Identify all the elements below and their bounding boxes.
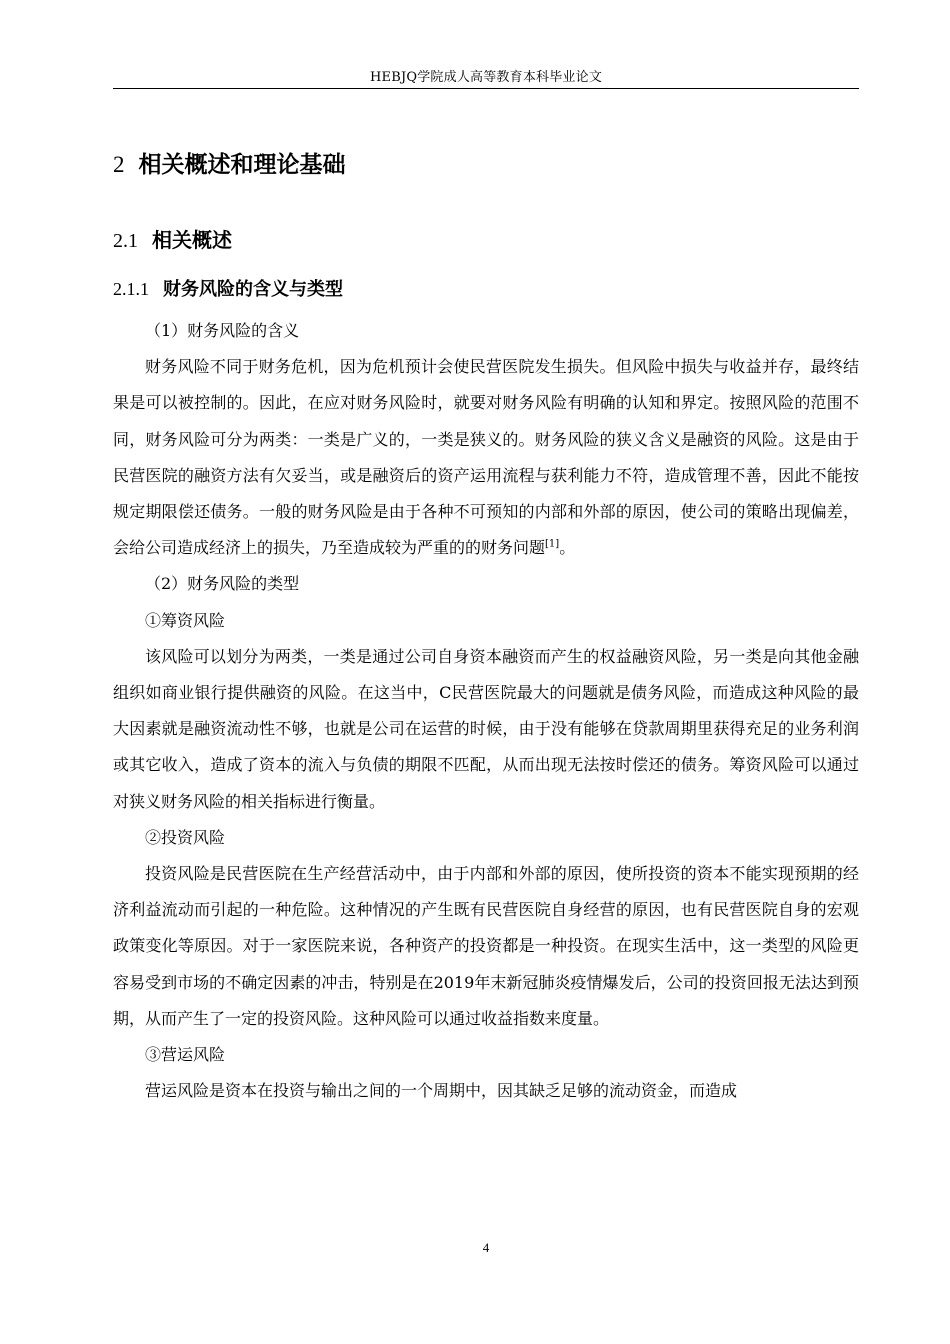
paragraph-meaning-text: 财务风险不同于财务危机，因为危机预计会使民营医院发生损失。但风险中损失与收益并存，最终结果是可以被控制的。因此，在应对财务风险时，就要对财务风险有明确的认知和界定。按照风险的范围不同，财务风险可分为两类：一类是广义的，一类是狭义的。财务风险的狭义含义是融资的风险。这是由于民营医院的融资方法有欠妥当，或是融资后的资产运用流程与获利能力不符，造成管理不善，因此不能按规定期限偿还债务。一般的财务风险是由于各种不可预知的内部和外部的原因，使公司的策略出现偏差，会给公司造成经济上的损失，乃至造成较为严重的的财务问题 xyxy=(113,357,859,558)
item-label-financing-risk: ①筹资风险 xyxy=(145,610,226,630)
paragraph-investment-risk: 投资风险是民营医院在生产经营活动中，由于内部和外部的原因，使所投资的资本不能实现预期的经济利益流动而引起的一种危险。这种情况的产生既有民营医院自身经营的原因，也有民营医院自身的宏观政策变化等原因。对于一家医院来说，各种资产的投资都是一种投资。在现实生活中，这一类型的风险更容易受到市场的不确定因素的冲击，特别是在2019年末新冠肺炎疫情爆发后，公司的投资回报无法达到预期，从而产生了一定的投资风险。这种风险可以通过收益指数来度量。 xyxy=(113,864,859,1028)
subsection-number: 2.1.1 xyxy=(113,279,149,299)
header-rule xyxy=(113,88,859,89)
running-header: HEBJQ学院成人高等教育本科毕业论文 xyxy=(369,70,603,85)
section-number: 2.1 xyxy=(113,230,138,252)
paragraph-financing-risk: 该风险可以划分为两类，一类是通过公司自身资本融资而产生的权益融资风险，另一类是向其他金融组织如商业银行提供融资的风险。在这当中，C民营医院最大的问题就是债务风险，而造成这种风险的最大因素就是融资流动性不够，也就是公司在运营的时候，由于没有能够在贷款周期里获得充足的业务利润或其它收入，造成了资本的流入与负债的期限不匹配，从而出现无法按时偿还的债务。筹资风险可以通过对狭义财务风险的相关指标进行衡量。 xyxy=(113,646,859,811)
item-label-meaning: （1）财务风险的含义 xyxy=(145,321,300,340)
section-title: 相关概述 xyxy=(152,228,232,252)
subsection-title: 财务风险的含义与类型 xyxy=(163,279,343,300)
chapter-number: 2 xyxy=(113,152,125,177)
section-heading xyxy=(113,224,232,253)
paragraph-meaning-end: 。 xyxy=(559,538,576,558)
chapter-heading xyxy=(113,146,346,179)
subsection-heading xyxy=(113,275,343,301)
body-text xyxy=(113,313,859,1109)
paragraph-meaning xyxy=(113,349,859,566)
item-label-types: （2）财务风险的类型 xyxy=(145,574,300,594)
item-label-investment-risk: ②投资风险 xyxy=(145,827,226,847)
chapter-title: 相关概述和理论基础 xyxy=(138,152,346,178)
item-label-operating-risk: ③营运风险 xyxy=(145,1045,226,1065)
paragraph-operating-risk: 营运风险是资本在投资与输出之间的一个周期中，因其缺乏足够的流动资金，而造成 xyxy=(145,1081,738,1101)
citation-ref: [1] xyxy=(545,538,560,550)
page-number: 4 xyxy=(482,1240,490,1255)
